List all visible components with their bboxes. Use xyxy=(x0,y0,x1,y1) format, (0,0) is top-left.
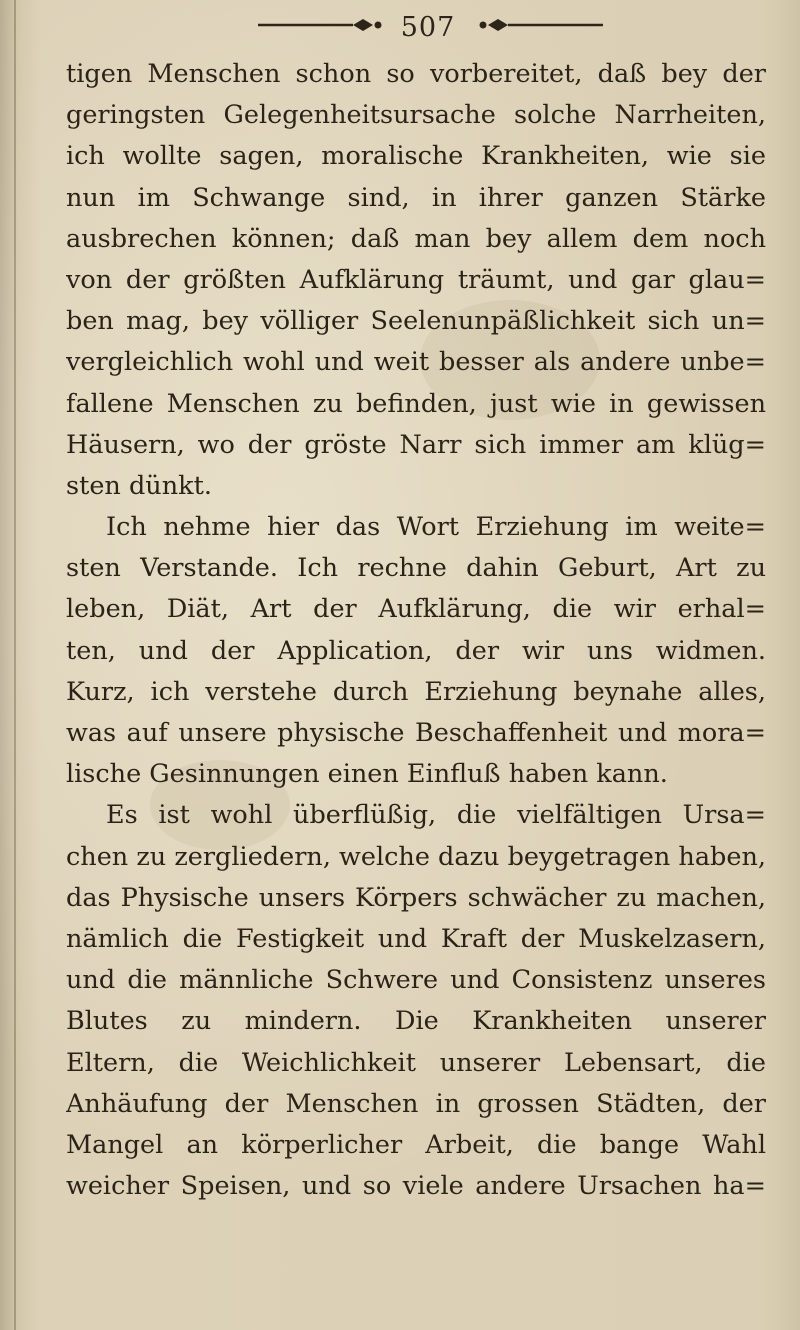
text-line: ich wollte sagen, moralische Krankheiten, wie sie xyxy=(66,141,766,172)
text-line: lische Gesinnungen einen Einfluß haben kann. xyxy=(66,759,668,790)
text-line: nun im Schwange sind, in ihrer ganzen Stärke xyxy=(66,182,766,213)
page-header xyxy=(0,4,800,48)
text-line: was auf unsere physische Beschaffenheit und mora= xyxy=(66,718,766,748)
text-line: Es ist wohl überflüßig, die vielfältigen Ursa= xyxy=(106,800,766,831)
text-line: ten, und der Application, der wir uns widmen. xyxy=(66,635,766,666)
text-line: nämlich die Festigkeit und Kraft der Muskelzasern, xyxy=(66,923,766,954)
text-line: Mangel an körperlicher Arbeit, die bange Wahl xyxy=(66,1129,766,1160)
text-line: leben, Diät, Art der Aufklärung, die wir erhal= xyxy=(66,594,766,625)
text-line: sten Verstande. Ich rechne dahin Geburt, Art zu xyxy=(66,553,766,584)
body-text xyxy=(66,54,766,1207)
text-line: Häusern, wo der gröste Narr sich immer am klüg= xyxy=(66,429,766,460)
page-gutter xyxy=(14,0,16,1330)
text-line: ausbrechen können; daß man bey allem dem noch xyxy=(66,223,766,254)
text-line: Anhäufung der Menschen in grossen Städten, der xyxy=(66,1088,766,1119)
ornament-right-icon xyxy=(478,18,603,32)
text-line: von der größten Aufklärung träumt, und gar glau= xyxy=(66,264,766,295)
text-line: chen zu zergliedern, welche dazu beygetragen haben, xyxy=(66,841,766,872)
text-line: das Physische unsers Körpers schwächer zu machen, xyxy=(66,882,766,913)
text-line: geringsten Gelegenheitsursache solche Narrheiten, xyxy=(66,100,766,131)
text-line: weicher Speisen, und so viele andere Ursachen ha= xyxy=(66,1171,766,1202)
text-line: sten dünkt. xyxy=(66,470,212,501)
text-line: Kurz, ich verstehe durch Erziehung beynahe alles, xyxy=(66,676,766,707)
text-line: Ich nehme hier das Wort Erziehung im weite= xyxy=(106,512,766,543)
text-line: ben mag, bey völliger Seelenunpäßlichkeit sich un= xyxy=(66,306,766,337)
page-number: 507 xyxy=(400,12,456,43)
ornament-left-icon xyxy=(258,18,383,32)
text-line: Blutes zu mindern. Die Krankheiten unserer xyxy=(66,1006,766,1037)
text-line: fallene Menschen zu befinden, just wie in gewissen xyxy=(66,388,766,419)
text-line: und die männliche Schwere und Consistenz unseres xyxy=(66,965,766,996)
text-line: Eltern, die Weichlichkeit unserer Lebensart, die xyxy=(66,1047,766,1078)
text-line: tigen Menschen schon so vorbereitet, daß bey der xyxy=(66,59,766,89)
text-line: vergleichlich wohl und weit besser als andere unbe= xyxy=(66,347,766,378)
